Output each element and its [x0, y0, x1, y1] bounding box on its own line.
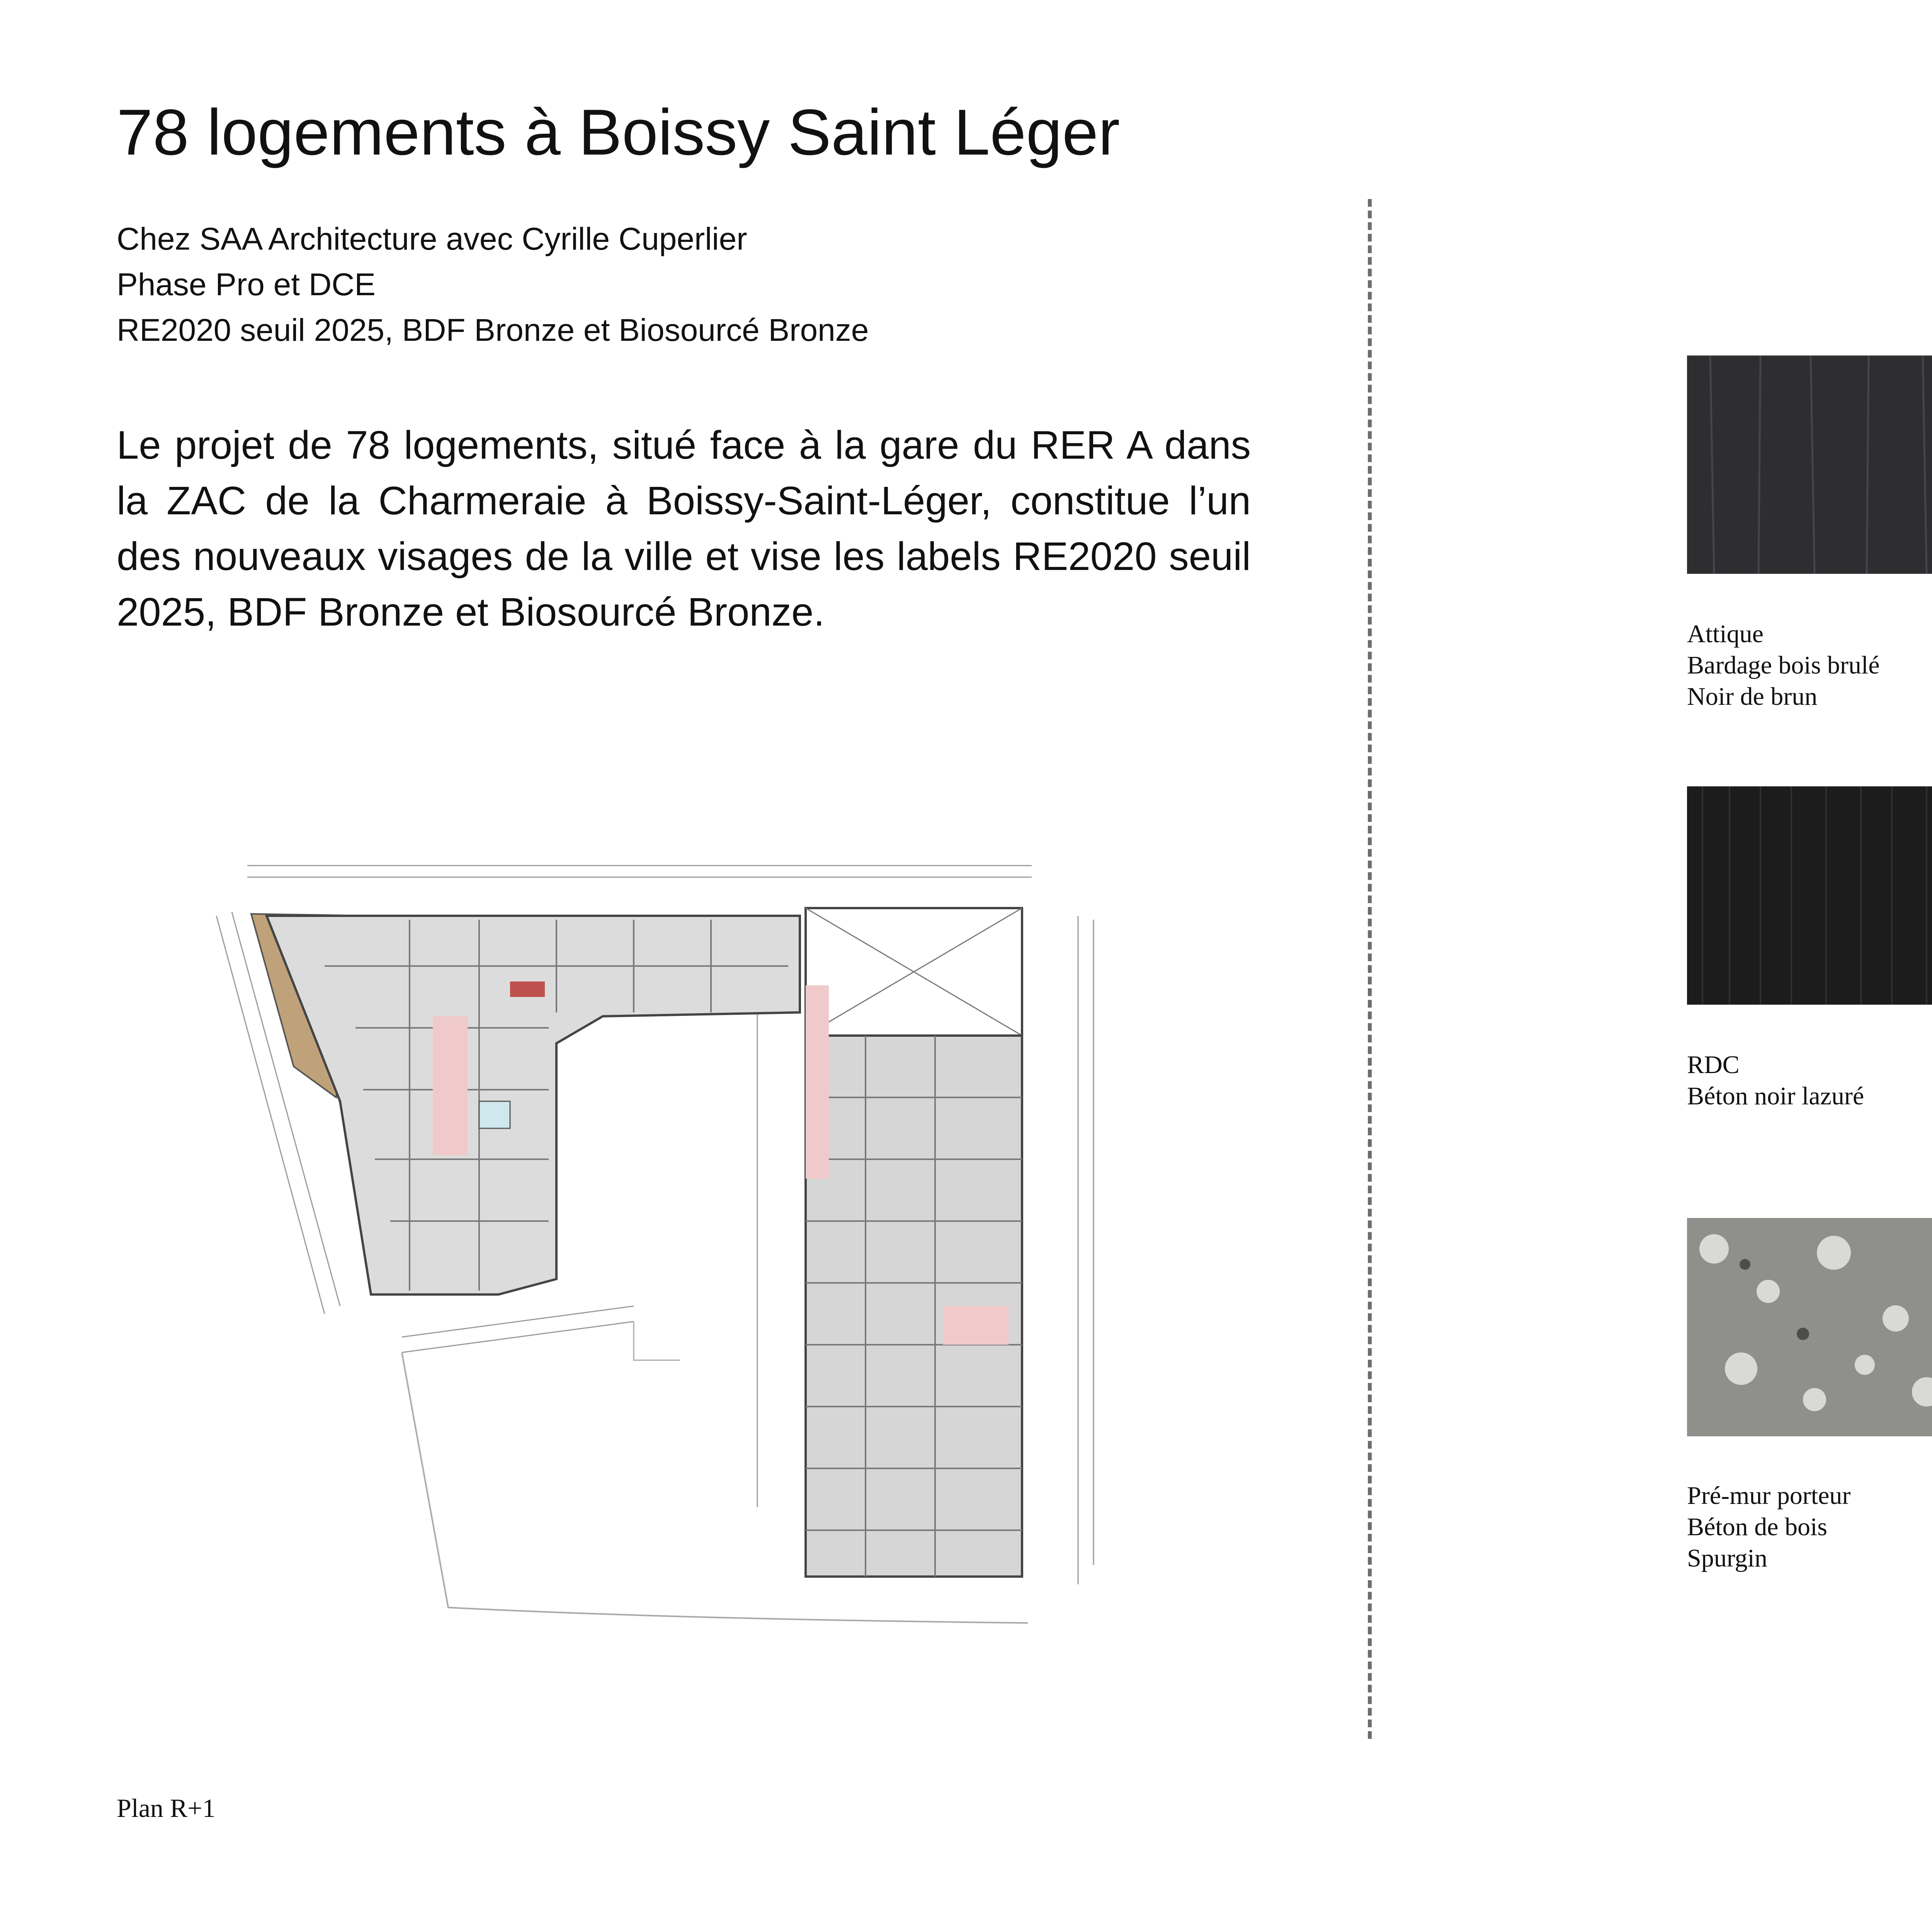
swatch-black-concrete — [1687, 786, 1932, 1005]
meta-phase: Phase Pro et DCE — [117, 267, 376, 302]
floor-plan-svg — [209, 850, 1136, 1646]
swatch-wood-concrete — [1687, 1218, 1932, 1436]
meta-labels: RE2020 seuil 2025, BDF Bronze et Biosourcé Bronze — [117, 313, 869, 348]
intro-paragraph: Le projet de 78 logements, situé face à la gare du RER A dans la ZAC de la Charmeraie à Boissy-Saint-Léger, constitue l’un des nouveaux visages de la ville et vise les labels RE2020 seuil 2025, BDF Bronze et Biosourcé Bronze. — [117, 423, 1251, 634]
dashed-divider — [1368, 199, 1372, 1739]
meta-office: Chez SAA Architecture avec Cyrille Cuperlier — [117, 221, 747, 257]
material-label-rdc: RDC Béton noir lazuré — [1687, 1051, 1864, 1110]
material-label-pre-mur: Pré-mur porteur Béton de bois Spurgin — [1687, 1482, 1851, 1572]
swatch-burnt-wood — [1687, 356, 1932, 574]
project-meta — [117, 216, 869, 353]
page-title: 78 logements à Boissy Saint Léger — [117, 96, 1120, 168]
floor-plan-drawing — [209, 850, 1136, 1646]
plan-caption: Plan R+1 — [117, 1793, 216, 1823]
material-label-attique: Attique Bardage bois brulé Noir de brun — [1687, 620, 1880, 711]
